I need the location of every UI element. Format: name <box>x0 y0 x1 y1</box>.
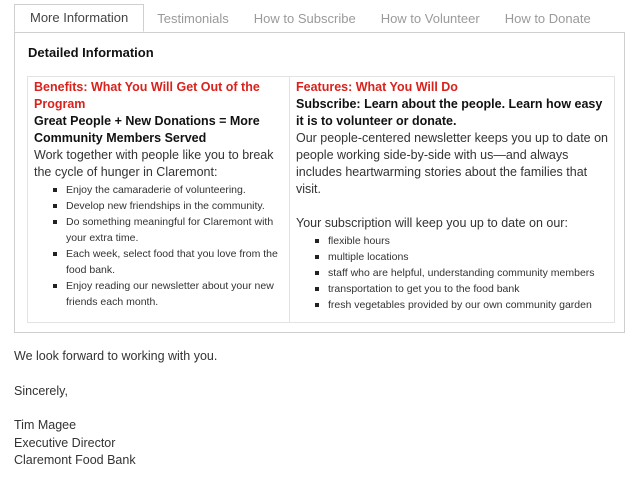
list-item: staff who are helpful, understanding community members <box>328 265 608 281</box>
closing-line: We look forward to working with you. <box>14 349 218 363</box>
tab-bar <box>14 6 627 32</box>
features-intro: Our people-centered newsletter keeps you up to date on people working side-by-side with us—and always includes heartwarming stories about the families that visit. <box>296 131 609 196</box>
info-table <box>27 76 615 323</box>
signer-name: Tim Magee <box>14 418 77 432</box>
spacer <box>14 400 217 417</box>
list-item: Develop new friendships in the community. <box>66 198 283 214</box>
panel-title: Detailed Information <box>28 45 154 60</box>
benefits-subheading: Great People + New Donations = More Community Members Served <box>34 114 260 145</box>
tab-testimonials[interactable]: Testimonials <box>157 11 229 26</box>
list-item: multiple locations <box>328 249 608 265</box>
benefits-heading: Benefits: What You Will Get Out of the Program <box>34 80 260 111</box>
tab-how-to-subscribe[interactable]: How to Subscribe <box>253 11 356 26</box>
signer-organization: Claremont Food Bank <box>14 453 136 467</box>
features-subheading: Subscribe: Learn about the people. Learn how easy it is to volunteer or donate. <box>296 97 603 128</box>
list-item: transportation to get you to the food bank <box>328 281 608 297</box>
list-item: Enjoy reading our newsletter about your new friends each month. <box>66 278 283 310</box>
tab-how-to-donate[interactable]: How to Donate <box>504 11 591 26</box>
letter-footer <box>14 348 217 470</box>
features-column <box>290 77 614 322</box>
list-item: Each week, select food that you love from the food bank. <box>66 246 283 278</box>
list-item: fresh vegetables provided by our own community garden <box>328 297 608 313</box>
benefits-list <box>34 182 283 310</box>
benefits-column <box>28 77 290 322</box>
tab-how-to-volunteer[interactable]: How to Volunteer <box>380 11 480 26</box>
signer-title: Executive Director <box>14 435 116 450</box>
features-intro-2: Your subscription will keep you up to date on our: <box>296 216 568 230</box>
list-item: flexible hours <box>328 233 608 249</box>
benefits-intro: Work together with people like you to break the cycle of hunger in Claremont: <box>34 148 274 179</box>
spacer <box>296 198 608 215</box>
list-item: Do something meaningful for Claremont with your extra time. <box>66 214 283 246</box>
closing-salutation: Sincerely, <box>14 383 68 398</box>
features-heading: Features: What You Will Do <box>296 80 458 94</box>
tab-panel <box>14 32 625 333</box>
features-list <box>296 233 608 313</box>
list-item: Enjoy the camaraderie of volunteering. <box>66 182 283 198</box>
spacer <box>14 366 217 383</box>
tab-more-information[interactable]: More Information <box>14 4 144 32</box>
